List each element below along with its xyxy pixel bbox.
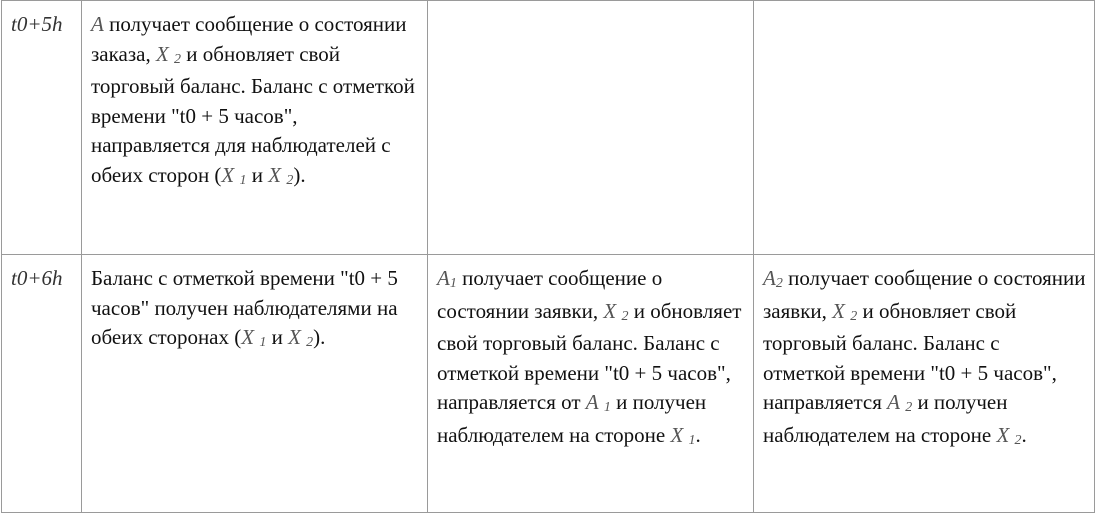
var-subscript: 2 xyxy=(850,308,858,324)
var-subscript: 1 xyxy=(688,432,696,448)
var-a: A xyxy=(887,390,900,414)
cell-text: . xyxy=(695,422,701,447)
var-subscript: 1 xyxy=(239,172,247,188)
var-subscript: 1 xyxy=(259,335,267,350)
time-cell xyxy=(2,1,82,255)
cell-text: получает сообщение о состоянии заявки, xyxy=(437,266,663,323)
var-a: A xyxy=(585,390,599,414)
var-x: X xyxy=(221,162,235,187)
actor-subscript: 2 xyxy=(775,276,783,291)
var-subscript: 2 xyxy=(174,51,182,67)
time-cell xyxy=(2,255,82,513)
cell-text: и обновляет свой торговый баланс. Баланс с отметкой времени "t0 + 5 часов", направляется для наблюдателей с обеих сторон ( xyxy=(91,41,415,187)
var-subscript: 2 xyxy=(621,308,629,324)
table-row-t0-5h xyxy=(2,1,1095,255)
actor-var: A xyxy=(437,266,450,290)
cell-text: получает сообщение о состоянии заказа, xyxy=(91,12,407,66)
cell-text: и получен наблюдателем на стороне xyxy=(763,390,1008,447)
var-x: X xyxy=(832,298,845,323)
time-label: t0+5h xyxy=(11,12,63,36)
time-label: t0+6h xyxy=(11,266,63,290)
var-subscript: 2 xyxy=(905,400,913,415)
cell-text: . xyxy=(1021,422,1027,447)
var-x: X xyxy=(268,162,282,187)
var-subscript: 2 xyxy=(1014,432,1022,448)
var-subscript: 1 xyxy=(603,400,611,415)
cell-text: Баланс с отметкой времени "t0 + 5 часов" получен наблюдателями на обеих сторонах ( xyxy=(91,266,398,349)
var-subscript: 2 xyxy=(306,335,314,350)
actor-subscript: 1 xyxy=(449,276,457,291)
side-a2-cell xyxy=(754,1,1095,255)
var-subscript: 2 xyxy=(286,172,294,188)
cell-text: и получен наблюдателем на стороне xyxy=(437,390,707,447)
cell-text: и обновляет свой торговый баланс. Баланс с отметкой времени "t0 + 5 часов", направляется от xyxy=(437,298,742,414)
var-x: X xyxy=(603,298,617,323)
table-row-t0-6h xyxy=(2,255,1095,513)
cell-text: и обновляет свой торговый баланс. Баланс с отметкой времени "t0 + 5 часов", направляется xyxy=(763,298,1057,414)
var-x: X xyxy=(288,325,301,349)
var-x: X xyxy=(241,325,255,349)
description-cell xyxy=(82,255,428,513)
cell-text: ). xyxy=(293,162,306,187)
cell-text: и xyxy=(246,162,269,187)
side-a1-cell xyxy=(428,1,754,255)
protocol-timeline-table xyxy=(1,0,1095,513)
side-a1-cell xyxy=(428,255,754,513)
var-x: X xyxy=(996,422,1010,447)
cell-text: и xyxy=(266,325,289,349)
side-a2-cell xyxy=(754,255,1095,513)
var-x: X xyxy=(155,41,169,66)
description-cell xyxy=(82,1,428,255)
cell-text: ). xyxy=(313,325,326,349)
actor-var: A xyxy=(91,12,104,36)
var-x: X xyxy=(670,422,684,447)
actor-var: A xyxy=(763,266,776,290)
cell-text: получает сообщение о состоянии заявки, xyxy=(763,266,1086,323)
